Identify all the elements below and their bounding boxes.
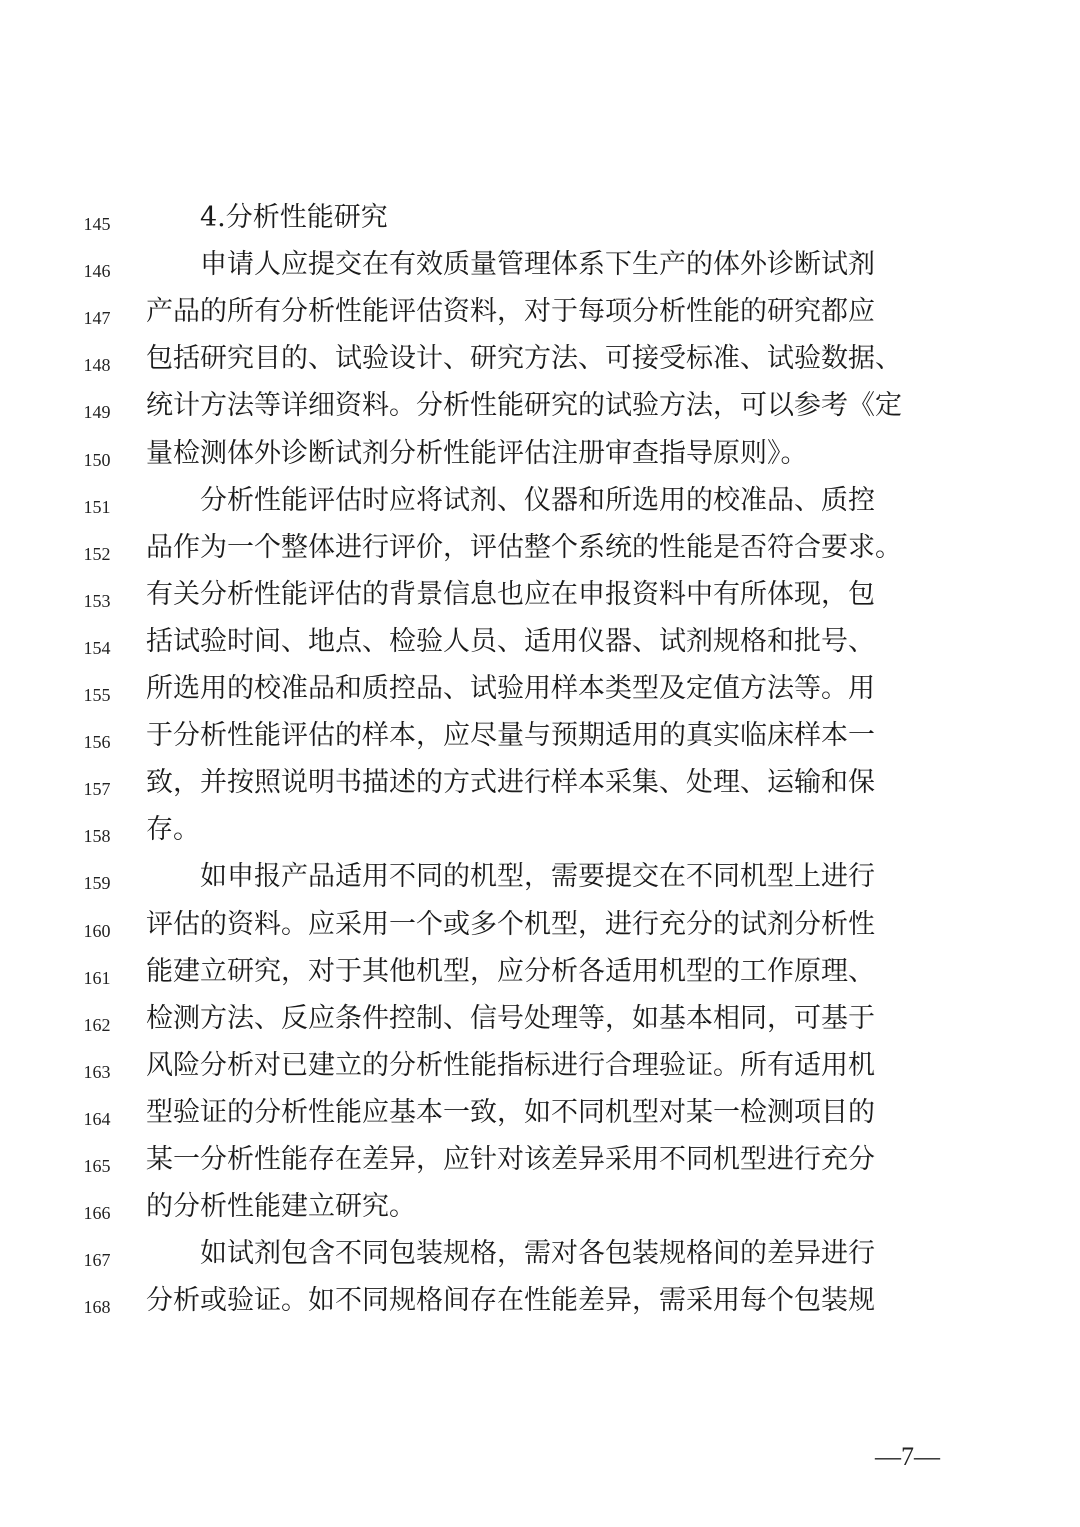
line-number: 147 <box>83 308 111 328</box>
text-line <box>0 341 1080 388</box>
line-number: 165 <box>83 1156 111 1176</box>
text-line <box>0 200 1080 247</box>
line-text: 于分析性能评估的样本，应尽量与预期适用的真实临床样本一 <box>146 720 875 751</box>
text-line <box>0 765 1080 812</box>
text-line <box>0 530 1080 577</box>
line-text: 包括研究目的、试验设计、研究方法、可接受标准、试验数据、 <box>146 343 902 374</box>
line-number: 166 <box>83 1203 111 1223</box>
line-text: 量检测体外诊断试剂分析性能评估注册审查指导原则》。 <box>146 438 808 469</box>
text-line <box>0 577 1080 624</box>
text-line <box>0 1236 1080 1283</box>
text-line <box>0 1283 1080 1330</box>
line-text: 4.分析性能研究 <box>200 202 388 233</box>
line-number: 167 <box>83 1250 111 1270</box>
text-line <box>0 1095 1080 1142</box>
line-number: 164 <box>83 1109 111 1129</box>
line-text: 如试剂包含不同包装规格，需对各包装规格间的差异进行 <box>200 1238 875 1269</box>
line-text: 分析或验证。如不同规格间存在性能差异，需采用每个包装规 <box>146 1285 875 1316</box>
line-text: 申请人应提交在有效质量管理体系下生产的体外诊断试剂 <box>200 249 875 280</box>
line-number: 156 <box>83 732 111 752</box>
line-number: 150 <box>83 450 111 470</box>
text-line <box>0 1189 1080 1236</box>
line-text: 的分析性能建立研究。 <box>146 1191 416 1222</box>
line-number: 157 <box>83 779 111 799</box>
line-text: 括试验时间、地点、检验人员、适用仪器、试剂规格和批号、 <box>146 626 875 657</box>
line-number: 153 <box>83 591 111 611</box>
line-number: 163 <box>83 1062 111 1082</box>
line-number: 158 <box>83 826 111 846</box>
line-text: 评估的资料。应采用一个或多个机型，进行充分的试剂分析性 <box>146 909 875 940</box>
line-number: 146 <box>83 261 111 281</box>
text-line <box>0 483 1080 530</box>
line-number: 154 <box>83 638 111 658</box>
text-line <box>0 1001 1080 1048</box>
line-number: 145 <box>83 214 111 234</box>
text-line <box>0 812 1080 859</box>
text-line <box>0 907 1080 954</box>
line-number: 160 <box>83 921 111 941</box>
text-line <box>0 859 1080 906</box>
line-number: 148 <box>83 355 111 375</box>
text-line <box>0 1142 1080 1189</box>
line-text: 产品的所有分析性能评估资料，对于每项分析性能的研究都应 <box>146 296 875 327</box>
line-text: 统计方法等详细资料。分析性能研究的试验方法，可以参考《定 <box>146 390 902 421</box>
line-text: 能建立研究，对于其他机型，应分析各适用机型的工作原理、 <box>146 956 875 987</box>
line-number: 151 <box>83 497 111 517</box>
line-text: 有关分析性能评估的背景信息也应在申报资料中有所体现，包 <box>146 579 875 610</box>
text-line <box>0 954 1080 1001</box>
text-line <box>0 436 1080 483</box>
text-line <box>0 671 1080 718</box>
text-line <box>0 624 1080 671</box>
line-text: 如申报产品适用不同的机型，需要提交在不同机型上进行 <box>200 861 875 892</box>
line-number: 168 <box>83 1297 111 1317</box>
line-text: 存。 <box>146 814 200 845</box>
line-text: 分析性能评估时应将试剂、仪器和所选用的校准品、质控 <box>200 485 875 516</box>
line-text: 品作为一个整体进行评价，评估整个系统的性能是否符合要求。 <box>146 532 902 563</box>
line-number: 161 <box>83 968 111 988</box>
line-text: 风险分析对已建立的分析性能指标进行合理验证。所有适用机 <box>146 1050 875 1081</box>
line-number: 159 <box>83 873 111 893</box>
text-line <box>0 1048 1080 1095</box>
line-text: 检测方法、反应条件控制、信号处理等，如基本相同，可基于 <box>146 1003 875 1034</box>
text-line <box>0 718 1080 765</box>
line-number: 162 <box>83 1015 111 1035</box>
line-text: 某一分析性能存在差异，应针对该差异采用不同机型进行充分 <box>146 1144 875 1175</box>
text-line <box>0 247 1080 294</box>
text-line <box>0 388 1080 435</box>
page-number: —7— <box>875 1442 940 1471</box>
line-text: 致，并按照说明书描述的方式进行样本采集、处理、运输和保 <box>146 767 875 798</box>
text-line <box>0 294 1080 341</box>
line-number: 149 <box>83 402 111 422</box>
line-number: 155 <box>83 685 111 705</box>
line-text: 型验证的分析性能应基本一致，如不同机型对某一检测项目的 <box>146 1097 875 1128</box>
line-number: 152 <box>83 544 111 564</box>
line-text: 所选用的校准品和质控品、试验用样本类型及定值方法等。用 <box>146 673 875 704</box>
